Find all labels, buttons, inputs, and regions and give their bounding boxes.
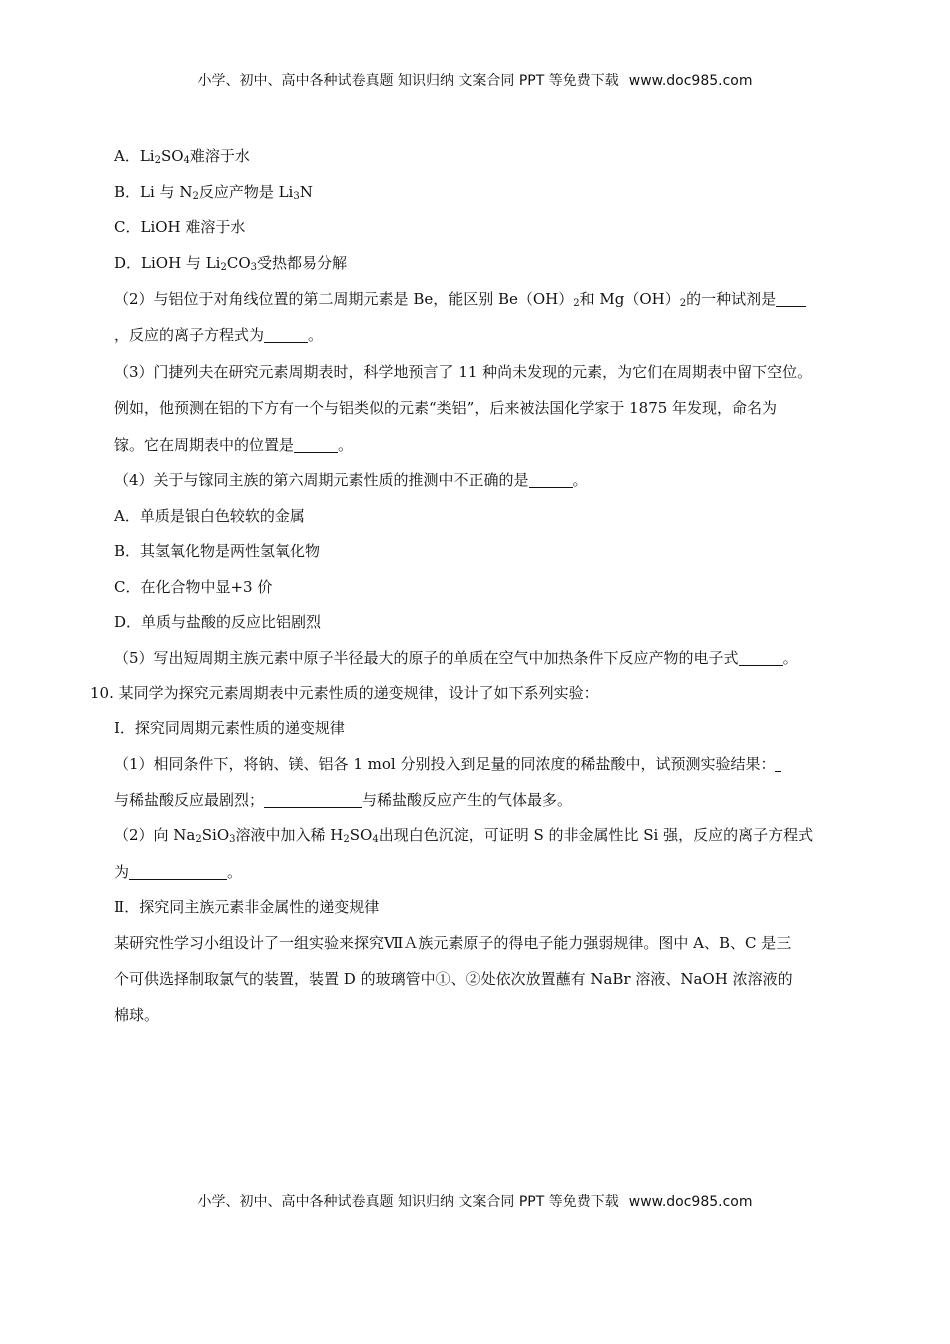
header-text: 小学、初中、高中各种试卷真题 知识归纳 文案合同 PPT 等免费下载 — [197, 73, 619, 89]
answer-blank[interactable] — [775, 757, 781, 772]
q4-option-c: C．在化合物中显+3 价 — [114, 578, 273, 596]
question-3-line3: 镓。它在周期表中的位置是 。 — [114, 436, 354, 454]
answer-blank[interactable] — [529, 473, 573, 488]
q10-part2-line1: （2）向 $Na_2SiO_3$溶液中加入稀 $H_2SO_4$出现白色沉淀，可证明 S 的非金属性比 Si 强，反应的离子方程式 — [114, 826, 814, 845]
answer-blank[interactable] — [294, 438, 338, 453]
q4-option-b: B．其氢氧化物是两性氢氧化物 — [114, 542, 321, 560]
paragraph-line2: 个可供选择制取氯气的装置，装置 D 的玻璃管中①、②处依次放置蘸有 NaBr 溶液、NaOH 浓溶液的 — [114, 970, 793, 988]
question-10-stem: 10. 某同学为探究元素周期表中元素性质的递变规律，设计了如下系列实验： — [90, 684, 599, 702]
answer-blank[interactable] — [264, 793, 362, 808]
q10-part1-line1: （1）相同条件下，将钠、镁、铝各 1 mol 分别投入到足量的同浓度的稀盐酸中，试预测实验结果： — [114, 754, 781, 774]
answer-blank[interactable] — [776, 292, 806, 307]
page-header — [0, 70, 950, 90]
question-2: （2）与铝位于对角线位置的第二周期元素是 Be，能区别 $Be(OH)_2$和 $Mg(OH)_2$的一种试剂是 — [114, 289, 806, 309]
paragraph-line3: 棉球。 — [114, 1006, 160, 1024]
question-2-cont: ，反应的离子方程式为 。 — [114, 326, 324, 344]
option-a: A．$Li_2SO_4$难溶于水 — [114, 147, 250, 166]
footer-text: 小学、初中、高中各种试卷真题 知识归纳 文案合同 PPT 等免费下载 — [197, 1194, 619, 1210]
answer-blank[interactable] — [739, 651, 783, 666]
paragraph-line1: 某研究性学习小组设计了一组实验来探究ⅦＡ族元素原子的得电子能力强弱规律。图中 A、B、C 是三 — [114, 934, 792, 952]
section-2-title: Ⅱ．探究同主族元素非金属性的递变规律 — [114, 898, 380, 916]
option-c: C．LiOH 难溶于水 — [114, 218, 246, 236]
question-4: （4）关于与镓同主族的第六周期元素性质的推测中不正确的是 。 — [114, 471, 588, 489]
q10-part1-line2: 与稀盐酸反应最剧烈； 与稀盐酸反应产生的气体最多。 — [114, 791, 573, 809]
footer-url[interactable]: www.doc985.com — [628, 1194, 753, 1210]
question-5: （5）写出短周期主族元素中原子半径最大的原子的单质在空气中加热条件下反应产物的电子式 。 — [114, 649, 798, 667]
q10-part2-line2: 为 。 — [114, 863, 243, 881]
q4-option-a: A．单质是银白色较软的金属 — [114, 507, 305, 525]
answer-blank[interactable] — [264, 328, 308, 343]
question-3-line2: 例如，他预测在铝的下方有一个与铝类似的元素“类铝”，后来被法国化学家于 1875 年发现，命名为 — [114, 399, 778, 417]
page-footer — [0, 1191, 950, 1211]
option-b: B．Li 与 $N_2$反应产物是 $Li_3N$ — [114, 183, 313, 202]
q4-option-d: D．单质与盐酸的反应比铝剧烈 — [114, 613, 322, 631]
section-1-title: Ⅰ．探究同周期元素性质的递变规律 — [114, 719, 345, 737]
answer-blank[interactable] — [129, 865, 227, 880]
option-d: D．LiOH 与 $Li_2CO_3$受热都易分解 — [114, 254, 348, 273]
question-3-line1: （3）门捷列夫在研究元素周期表时，科学地预言了 11 种尚未发现的元素，为它们在周期表中留下空位。 — [114, 363, 813, 381]
header-url[interactable]: www.doc985.com — [628, 73, 753, 89]
